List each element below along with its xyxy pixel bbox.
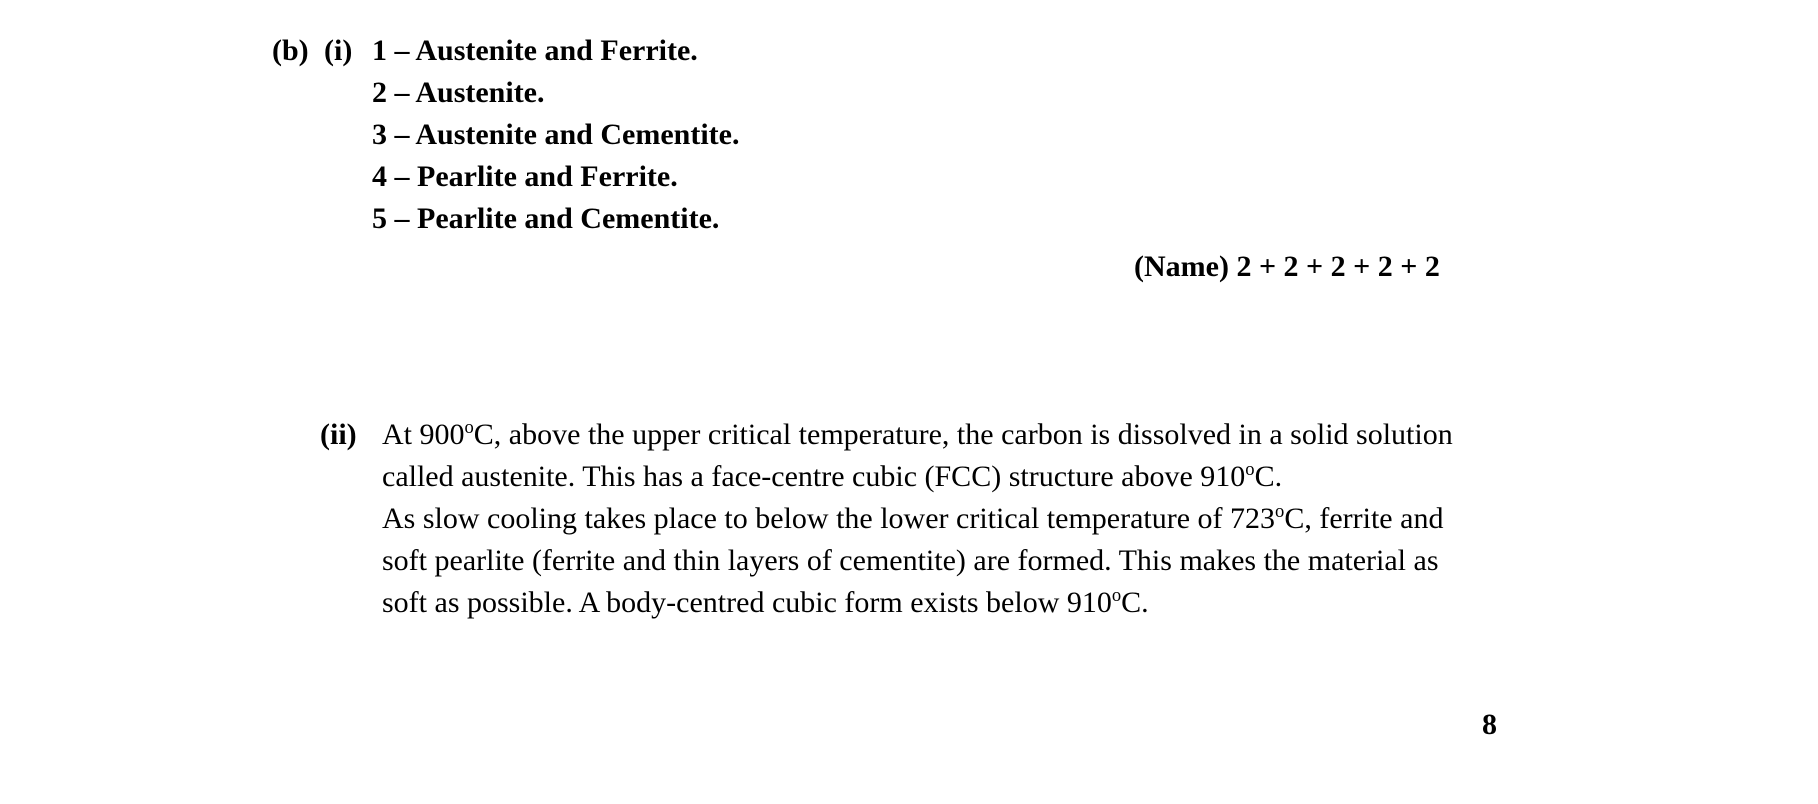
part-b-ii-block: [320, 414, 1472, 624]
list-item: 1 – Austenite and Ferrite.: [372, 34, 698, 67]
paragraph-one-seg1: At 900: [382, 418, 465, 451]
page-number: 8: [1482, 708, 1497, 741]
paragraph-one: [382, 414, 1472, 498]
part-label-i: (i): [324, 34, 353, 67]
list-item: 3 – Austenite and Cementite.: [372, 118, 740, 151]
list-item: 2 – Austenite.: [372, 76, 545, 109]
paragraph-two: [382, 498, 1472, 624]
marks-allocation: (Name) 2 + 2 + 2 + 2 + 2: [1134, 250, 1440, 283]
degree-symbol-superscript: o: [1111, 585, 1122, 606]
prose-body: [382, 414, 1472, 624]
degree-symbol-superscript: o: [1275, 501, 1285, 522]
paragraph-one-seg3: C.: [1254, 460, 1283, 493]
degree-symbol-superscript: o: [1245, 459, 1255, 480]
degree-symbol-superscript: o: [464, 417, 474, 438]
answer-list: [372, 30, 739, 240]
part-label-ii: (ii): [320, 418, 357, 451]
paragraph-two-seg2: C, ferrite and soft pearlite (ferrite and thin layers of cementite) are formed. This makes the material as soft as possible. A body-centred cubic form exists below 910: [382, 502, 1444, 619]
paragraph-two-seg1: As slow cooling takes place to below the lower critical temperature of 723: [382, 502, 1276, 535]
paragraph-one-seg2: C, above the upper critical temperature, the carbon is dissolved in a solid solution called austenite. This has a face-centre cubic (FCC) structure above 910: [382, 418, 1453, 493]
part-b-i-block: [272, 30, 739, 240]
paragraph-two-seg3: C.: [1121, 586, 1149, 619]
list-item: 5 – Pearlite and Cementite.: [372, 202, 720, 235]
list-item: 4 – Pearlite and Ferrite.: [372, 160, 678, 193]
part-label-b: (b): [272, 34, 309, 67]
